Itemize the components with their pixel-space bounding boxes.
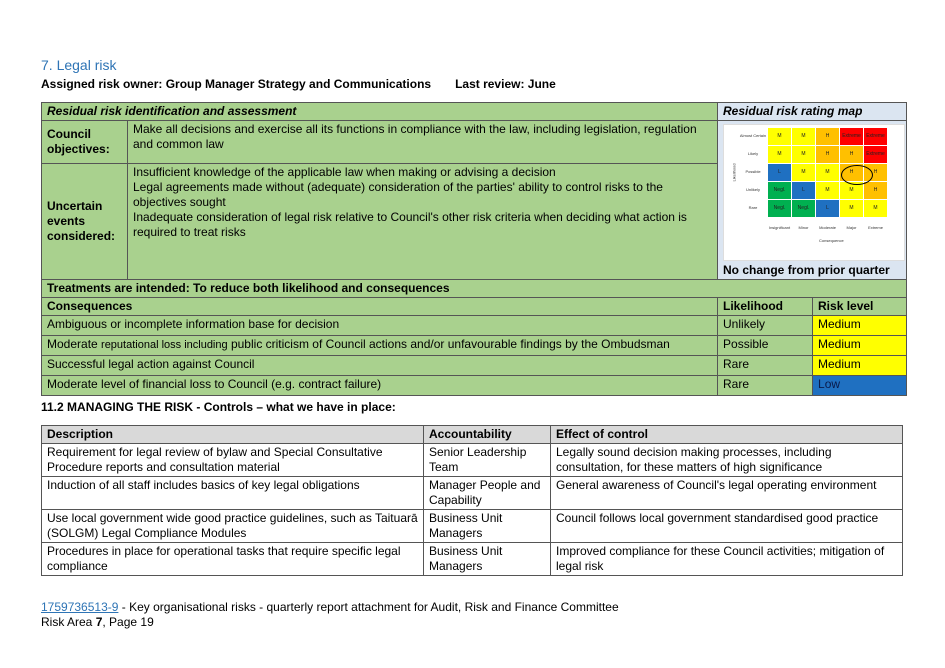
heat-map-cell: M [816, 182, 839, 199]
event-item: Inadequate consideration of legal risk relative to Council's other risk criteria when deciding what action is required to treat risks [133, 210, 687, 240]
consequence-text: Moderate level of financial loss to Council (e.g. contract failure) [42, 376, 718, 396]
heat-map-cell: Negl. [792, 200, 815, 217]
event-item: Legal agreements made without (adequate) consideration of the parties' ability to control risks to the objectives sought [133, 180, 663, 210]
accountability-header: Accountability [424, 426, 551, 444]
consequence-part: public criticism of Council actions and/or unfavourable findings by the Ombudsman [227, 337, 670, 351]
consequence-col-label: Moderate [819, 225, 836, 230]
risk-level-value: Medium [813, 316, 907, 336]
control-accountability: Business Unit Managers [424, 510, 551, 543]
likelihood-value: Rare [718, 356, 813, 376]
description-header: Description [42, 426, 424, 444]
section-heading: 7. Legal risk [41, 57, 117, 73]
doc-id-link[interactable]: 1759736513-9 [41, 600, 119, 614]
heat-map-cell: Negl. [768, 182, 791, 199]
heat-map-cell: L [792, 182, 815, 199]
heat-map-cell: M [864, 200, 887, 217]
footer-page-line [41, 615, 154, 629]
footer-doc-line [41, 600, 619, 614]
likelihood-row-label: Almost Certain [739, 133, 767, 138]
heat-map-cell: H [840, 146, 863, 163]
heat-map-cell: M [768, 146, 791, 163]
heat-map-cell: M [792, 146, 815, 163]
consequence-row [42, 316, 907, 336]
control-effect: Legally sound decision making processes, including consultation, for these matters of high significance [551, 444, 903, 477]
consequence-row [42, 356, 907, 376]
control-description: Use local government wide good practice guidelines, such as Taituarā (SOLGM) Legal Compliance Modules [42, 510, 424, 543]
consequence-row [42, 336, 907, 356]
heat-map-cell: Extreme [840, 128, 863, 145]
event-item: Insufficient knowledge of the applicable law when making or advising a decision [133, 165, 556, 180]
last-review: Last review: June [455, 77, 556, 91]
risk-level-value: Medium [813, 336, 907, 356]
consequence-row [42, 376, 907, 396]
risk-identification-header: Residual risk identification and assessment [42, 103, 718, 121]
control-accountability: Senior Leadership Team [424, 444, 551, 477]
heat-map-cell: M [792, 128, 815, 145]
control-accountability: Business Unit Managers [424, 543, 551, 576]
control-description: Requirement for legal review of bylaw and Special Consultative Procedure reports and consultation material [42, 444, 424, 477]
risk-rating-map [718, 121, 907, 280]
likelihood-row-label: Unlikely [746, 187, 761, 192]
heat-map-cell: L [816, 200, 839, 217]
consequence-col-label: Extreme [868, 225, 883, 230]
control-row [42, 543, 903, 576]
control-description: Procedures in place for operational tasks that require specific legal compliance [42, 543, 424, 576]
control-effect: Improved compliance for these Council activities; mitigation of legal risk [551, 543, 903, 576]
control-row [42, 477, 903, 510]
consequence-text: Successful legal action against Council [42, 356, 718, 376]
events-label: Uncertain events considered: [42, 164, 128, 280]
heat-map-cell: H [816, 146, 839, 163]
controls-heading: 11.2 MANAGING THE RISK - Controls – what we have in place: [41, 400, 396, 414]
likelihood-axis-label: Likelihood [731, 163, 737, 182]
consequences-header: Consequences [42, 298, 718, 316]
risk-level-header: Risk level [813, 298, 907, 316]
control-effect: Council follows local government standardised good practice [551, 510, 903, 543]
heat-map-cell: H [864, 182, 887, 199]
heat-map-cell: M [840, 182, 863, 199]
consequence-text [42, 336, 718, 356]
consequence-axis-label: Consequence [819, 238, 844, 243]
heat-map-cell: M [792, 164, 815, 181]
risk-level-value: Medium [813, 356, 907, 376]
heat-map-cell: M [840, 200, 863, 217]
map-caption: No change from prior quarter [723, 263, 890, 277]
page-number: , Page 19 [102, 615, 154, 629]
effect-header: Effect of control [551, 426, 903, 444]
likelihood-row-label: Rare [748, 205, 758, 210]
events-list [128, 164, 718, 280]
page-prefix: Risk Area [41, 615, 96, 629]
rating-map-header: Residual risk rating map [718, 103, 907, 121]
heat-map-cell: H [816, 128, 839, 145]
controls-table [41, 425, 903, 576]
likelihood-value: Rare [718, 376, 813, 396]
risk-assessment-table [41, 102, 907, 396]
heat-map-cell: Extreme [864, 146, 887, 163]
heat-map-cell: Extreme [864, 128, 887, 145]
consequence-text: Ambiguous or incomplete information base for decision [42, 316, 718, 336]
likelihood-value: Possible [718, 336, 813, 356]
heat-map-cell: M [768, 128, 791, 145]
consequence-col-label: Major [846, 225, 857, 230]
control-row [42, 444, 903, 477]
control-description: Induction of all staff includes basics of key legal obligations [42, 477, 424, 510]
heat-map-cell: M [816, 164, 839, 181]
likelihood-header: Likelihood [718, 298, 813, 316]
heat-map-cell: H [840, 164, 863, 181]
doc-title: - Key organisational risks - quarterly report attachment for Audit, Risk and Finance Committee [118, 600, 619, 614]
heat-map-cell: H [864, 164, 887, 181]
risk-level-value: Low [813, 376, 907, 396]
likelihood-value: Unlikely [718, 316, 813, 336]
consequence-part: reputational loss including [101, 339, 228, 351]
risk-area-number: 7 [95, 615, 103, 629]
control-effect: General awareness of Council's legal operating environment [551, 477, 903, 510]
objectives-text: Make all decisions and exercise all its functions in compliance with the law, including legislation, regulation and common law [128, 121, 718, 164]
consequence-part: Moderate [47, 337, 102, 351]
risk-owner: Assigned risk owner: Group Manager Strategy and Communications [41, 77, 432, 91]
heat-map-cell: L [768, 164, 791, 181]
current-rating-marker [841, 165, 873, 185]
consequence-col-label: Insignificant [768, 225, 791, 230]
likelihood-row-label: Likely [747, 151, 759, 156]
heat-map [723, 124, 905, 261]
likelihood-row-label: Possible [745, 169, 761, 174]
consequence-col-label: Minor [798, 225, 809, 230]
risk-owner-line [41, 77, 556, 91]
objectives-label: Council objectives: [42, 121, 128, 164]
control-row [42, 510, 903, 543]
control-accountability: Manager People and Capability [424, 477, 551, 510]
heat-map-cell: Negl. [768, 200, 791, 217]
treatments-row: Treatments are intended: To reduce both likelihood and consequences [42, 280, 907, 298]
